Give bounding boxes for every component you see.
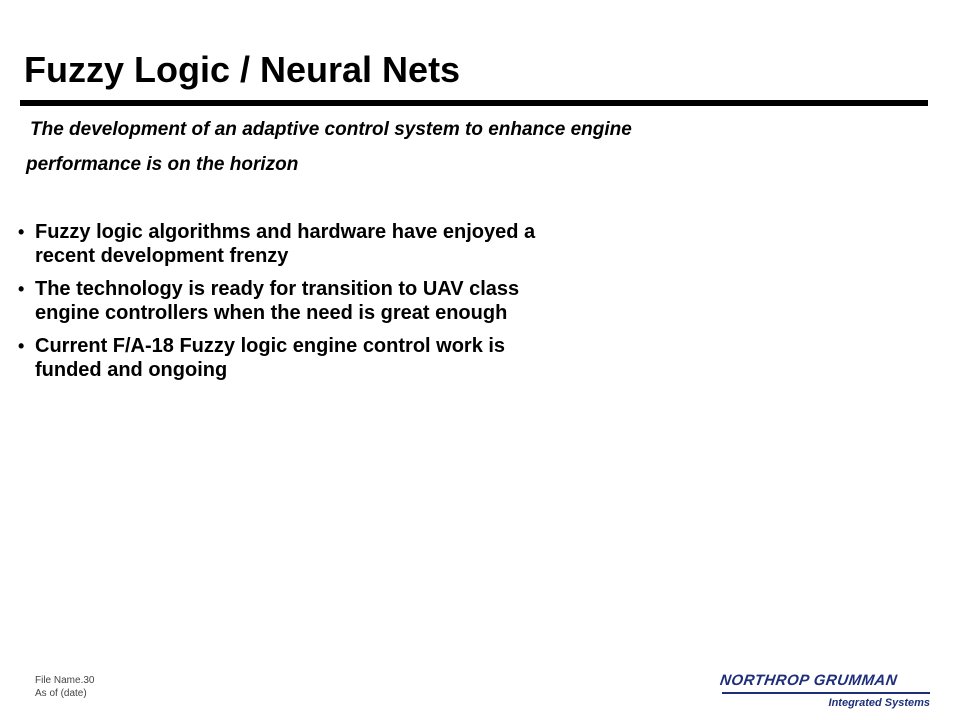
bullet-item xyxy=(18,334,558,382)
bullet-text: Current F/A-18 Fuzzy logic engine control work is funded and ongoing xyxy=(35,335,506,381)
bullet-icon: • xyxy=(18,279,25,299)
footer-date: As of (date) xyxy=(35,688,87,699)
bullet-text: The technology is ready for transition to UAV class engine controllers when the need is great enough xyxy=(35,278,520,324)
logo-brand-text: NORTHROP GRUMMAN xyxy=(718,672,899,689)
northrop-grumman-logo xyxy=(720,670,934,714)
bullet-icon: • xyxy=(18,336,25,356)
bullet-icon: • xyxy=(18,222,25,242)
title-divider xyxy=(20,100,928,106)
subtitle-line-1: The development of an adaptive control system to enhance engine xyxy=(30,119,632,140)
slide-footer xyxy=(35,674,94,700)
subtitle-line-2: performance is on the horizon xyxy=(26,154,299,175)
bullet-list xyxy=(18,220,558,391)
bullet-item xyxy=(18,220,558,268)
slide-title: Fuzzy Logic / Neural Nets xyxy=(24,49,461,90)
bullet-text: Fuzzy logic algorithms and hardware have enjoyed a recent development frenzy xyxy=(35,221,536,267)
bullet-item xyxy=(18,277,558,325)
footer-file-name: File Name.30 xyxy=(35,675,95,686)
slide-subtitle xyxy=(26,112,890,182)
logo-underline xyxy=(722,692,930,694)
logo-tagline: Integrated Systems xyxy=(828,697,930,709)
